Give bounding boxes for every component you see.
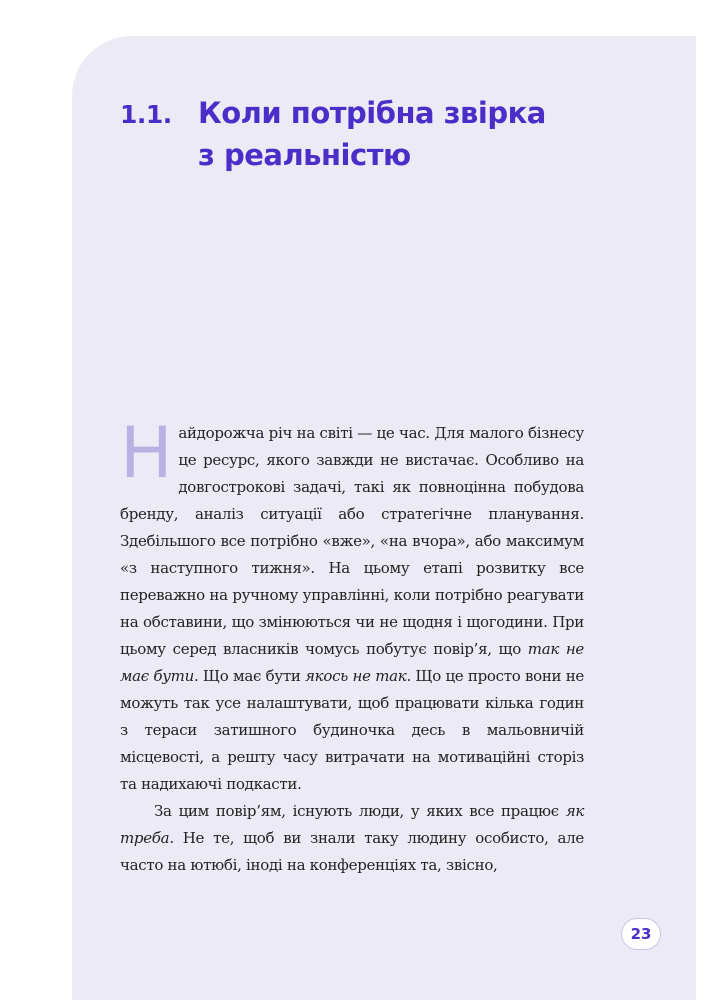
paragraph-2-text-a: За цим повір’ям, існують люди, у яких все працює xyxy=(154,802,566,820)
paragraph-2-italic-1: як треба xyxy=(120,802,584,847)
chapter-title xyxy=(198,92,658,176)
paragraph-1-text-b: . Що має бути xyxy=(193,667,306,685)
paragraph-2-text-b: . Не те, щоб ви знали таку людину особисто, але часто на ютюбі, іноді на конференціях та, звісно, xyxy=(120,829,584,874)
paragraph-1-italic-1: так не має бути xyxy=(120,640,584,685)
page-number-badge: 23 xyxy=(621,918,661,950)
chapter-number: 1.1. xyxy=(120,100,172,129)
paragraph-1 xyxy=(120,412,585,798)
paragraph-1-text-c: . Що це просто вони не можуть так усе налаштувати, щоб працювати кілька годин з тераси затишного будиночка десь в мальовничій місцевості, а решту часу витрачати на мотиваційні сторіз та надихаючі подкасти. xyxy=(120,667,585,793)
paragraph-1-text-a: айдорожча річ на світі — це час. Для малого бізнесу це ресурс, якого завжди не вистачає. Особливо на довгострокові задачі, такі як повноцінна побудова бренду, аналіз ситуації або стратегічне планування. Здебільшого все потрібно «вже», «на вчора», або максимум «з наступного тижня». На цьому етапі розвитку все переважно на ручному управлінні, коли потрібно реагувати на обставини, що змінюються чи не щодня і щогодини. При цьому серед власників чомусь побутує повір’я, що xyxy=(120,424,584,658)
body-text xyxy=(120,412,585,879)
chapter-title-line-1: Коли потрібна звірка xyxy=(198,96,546,130)
chapter-title-line-2: з реальністю xyxy=(198,138,411,172)
drop-cap: Н xyxy=(120,412,173,494)
paragraph-2 xyxy=(120,798,584,879)
paragraph-1-italic-2: якось не так xyxy=(305,667,407,685)
